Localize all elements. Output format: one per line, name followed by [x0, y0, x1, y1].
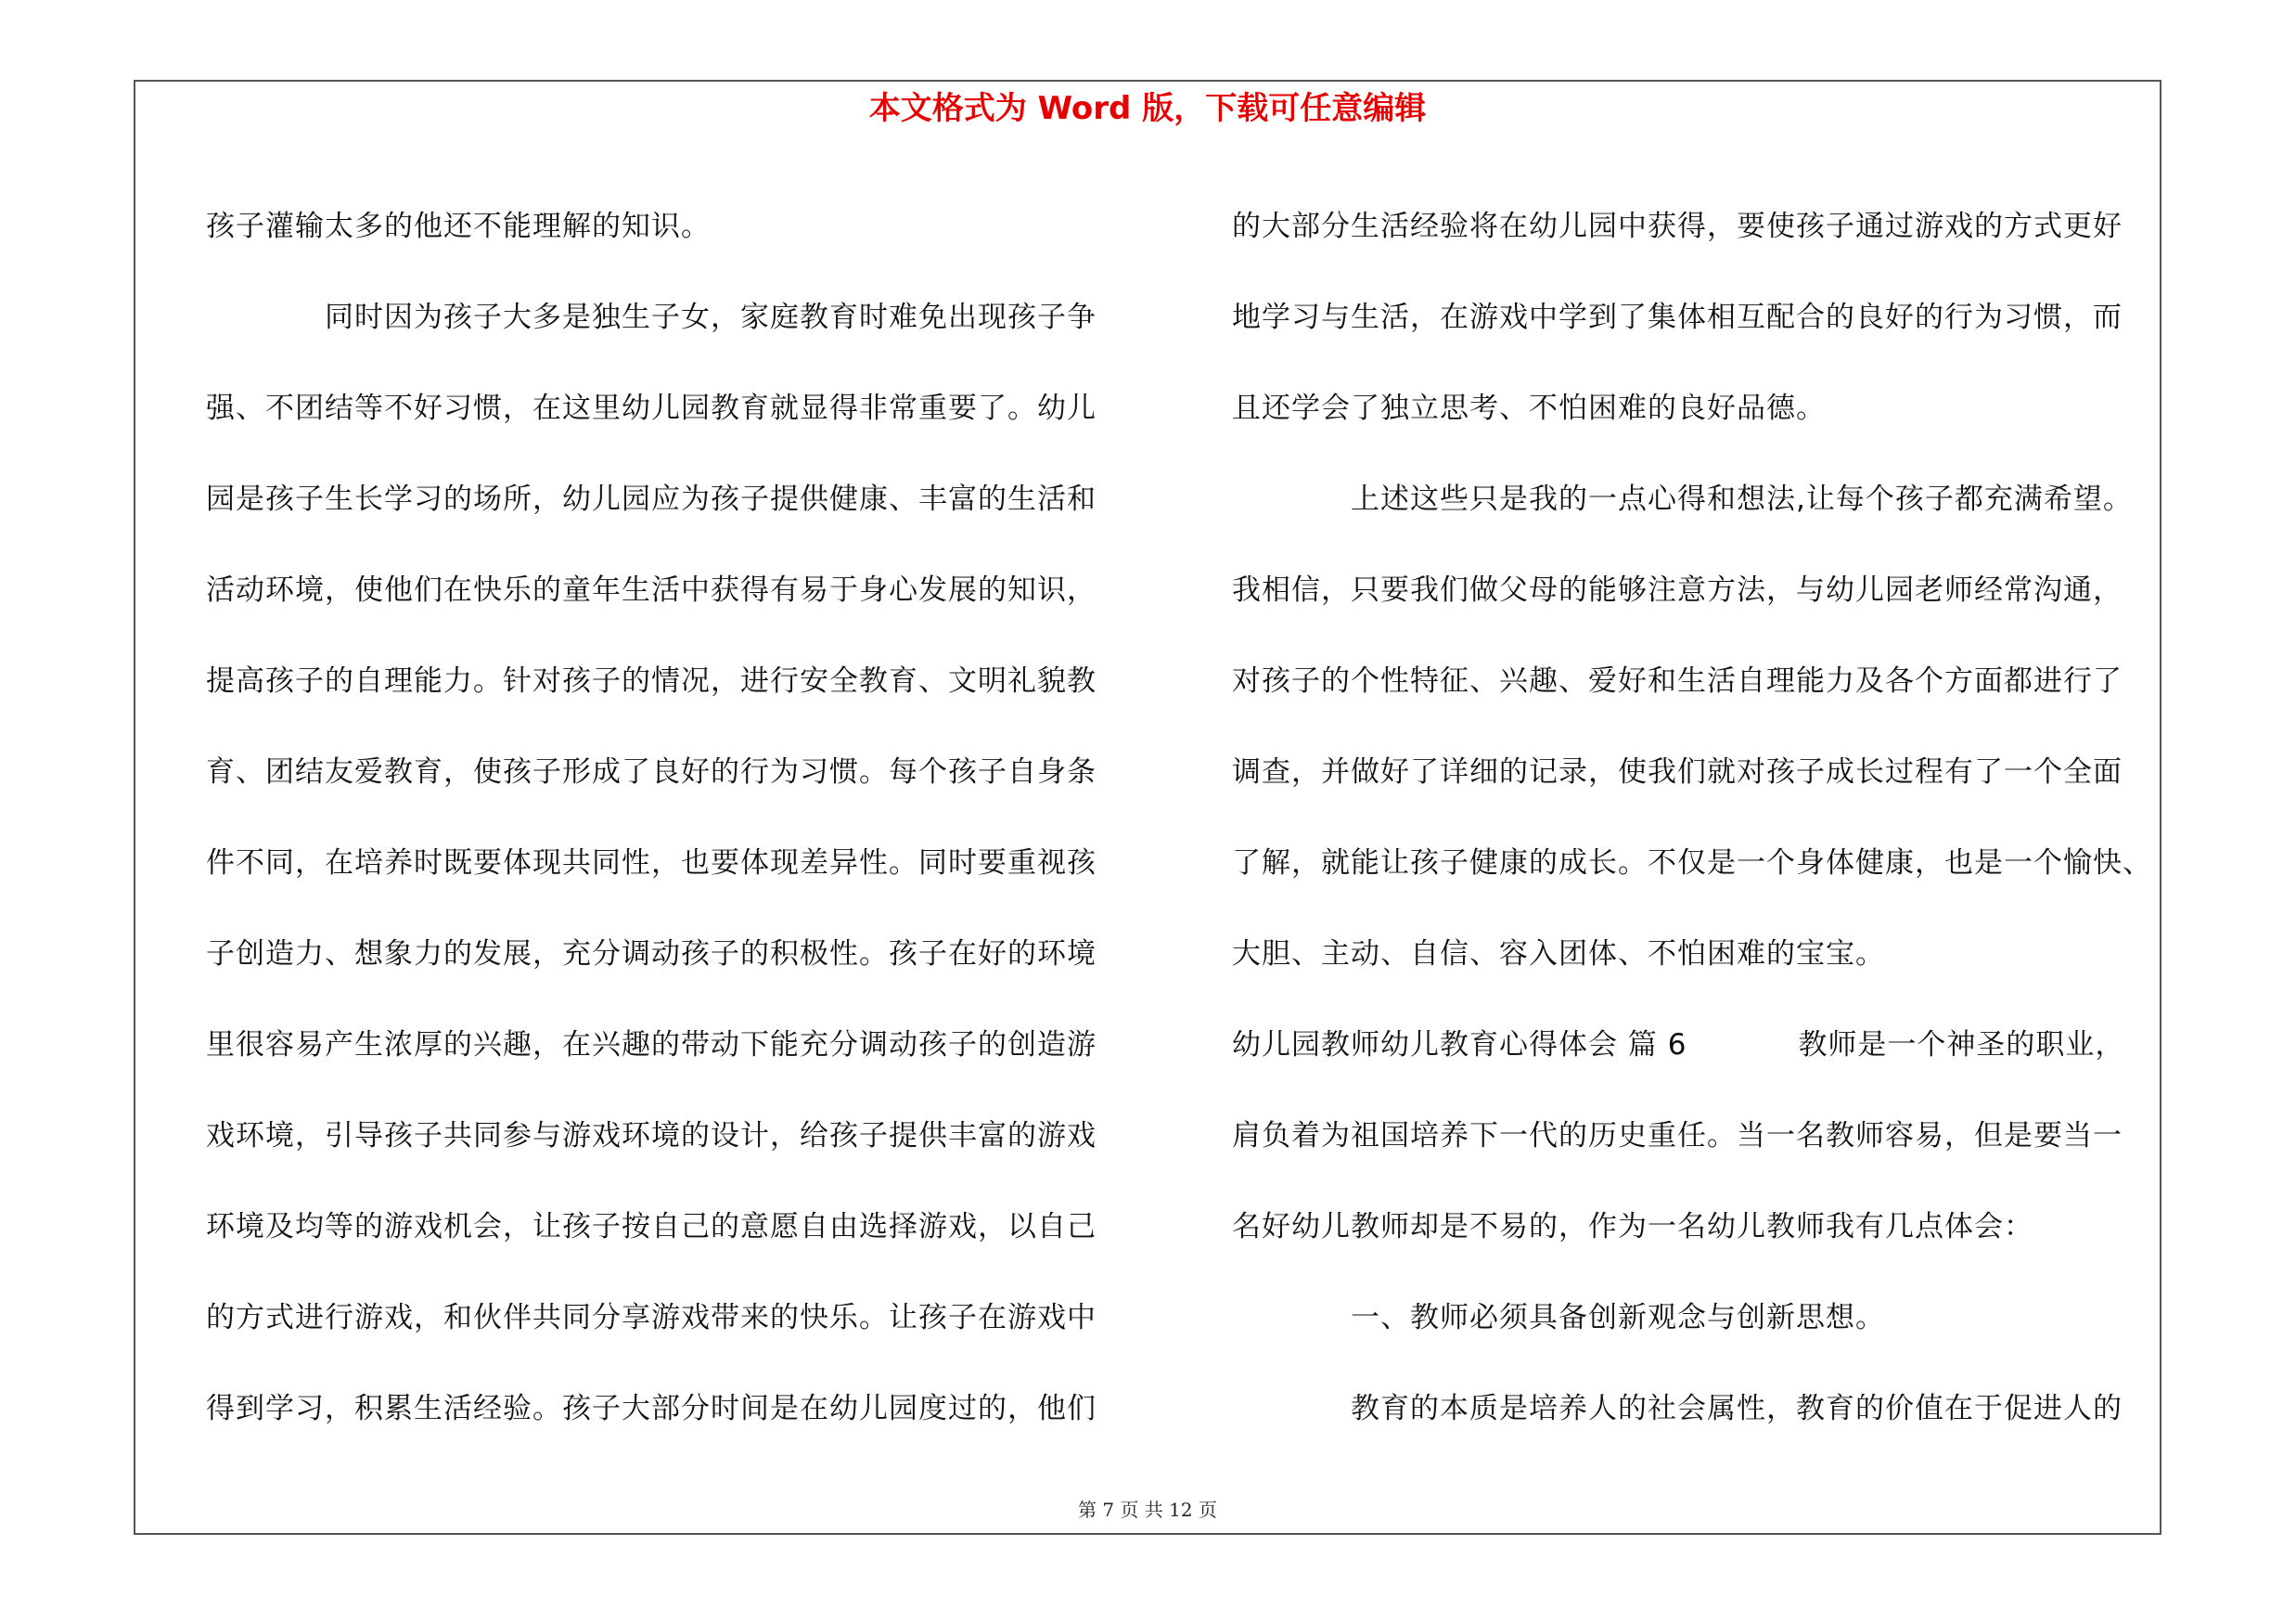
text-line: 提高孩子的自理能力。针对孩子的情况，进行安全教育、文明礼貌教 — [206, 664, 1097, 698]
text-line: 园是孩子生长学习的场所，幼儿园应为孩子提供健康、丰富的生活和 — [206, 483, 1097, 516]
text-line: 肩负着为祖国培养下一代的历史重任。当一名教师容易，但是要当一 — [1232, 1119, 2123, 1153]
text-line: 的大部分生活经验将在幼儿园中获得，要使孩子通过游戏的方式更好 — [1232, 210, 2123, 243]
text-line: 教育的本质是培养人的社会属性，教育的价值在于促进人的 — [1351, 1392, 2123, 1425]
text-line: 得到学习，积累生活经验。孩子大部分时间是在幼儿园度过的，他们 — [206, 1392, 1097, 1425]
text-line: 同时因为孩子大多是独生子女，家庭教育时难免出现孩子争 — [325, 301, 1097, 334]
format-banner: 本文格式为 Word 版，下载可任意编辑 — [868, 90, 1427, 127]
text-line: 对孩子的个性特征、兴趣、爱好和生活自理能力及各个方面都进行了 — [1232, 664, 2123, 698]
text-line: 件不同，在培养时既要体现共同性，也要体现差异性。同时要重视孩 — [206, 846, 1097, 880]
text-line: 子创造力、想象力的发展，充分调动孩子的积极性。孩子在好的环境 — [206, 937, 1097, 971]
section-title: 幼儿园教师幼儿教育心得体会 篇 6 — [1232, 1028, 1687, 1062]
text-line: 育、团结友爱教育，使孩子形成了良好的行为习惯。每个孩子自身条 — [206, 755, 1097, 789]
right-text-column — [1232, 181, 2161, 1454]
text-line: 大胆、主动、自信、容入团体、不怕困难的宝宝。 — [1232, 937, 1885, 971]
text-line: 一、教师必须具备创新观念与创新思想。 — [1351, 1301, 1885, 1334]
text-line: 环境及均等的游戏机会，让孩子按自己的意愿自由选择游戏，以自己 — [206, 1210, 1097, 1243]
text-line: 强、不团结等不好习惯，在这里幼儿园教育就显得非常重要了。幼儿 — [206, 392, 1097, 425]
text-line: 了解，就能让孩子健康的成长。不仅是一个身体健康，也是一个愉快、 — [1232, 846, 2152, 880]
text-line: 活动环境，使他们在快乐的童年生活中获得有易于身心发展的知识， — [206, 573, 1097, 607]
text-line: 且还学会了独立思考、不怕困难的良好品德。 — [1232, 392, 1826, 425]
section-opening-text: 教师是一个神圣的职业， — [1798, 1028, 2125, 1062]
text-line: 里很容易产生浓厚的兴趣，在兴趣的带动下能充分调动孩子的创造游 — [206, 1028, 1097, 1062]
section-heading-line — [1232, 999, 2161, 1090]
text-line: 调查，并做好了详细的记录，使我们就对孩子成长过程有了一个全面 — [1232, 755, 2123, 789]
text-line: 上述这些只是我的一点心得和想法,让每个孩子都充满希望。 — [1351, 483, 2133, 516]
text-line: 地学习与生活，在游戏中学到了集体相互配合的良好的行为习惯，而 — [1232, 301, 2123, 334]
text-line: 戏环境，引导孩子共同参与游戏环境的设计，给孩子提供丰富的游戏 — [206, 1119, 1097, 1153]
text-line: 的方式进行游戏，和伙伴共同分享游戏带来的快乐。让孩子在游戏中 — [206, 1301, 1097, 1334]
text-line: 名好幼儿教师却是不易的，作为一名幼儿教师我有几点体会： — [1232, 1210, 2033, 1243]
left-text-column — [206, 181, 1143, 1454]
page-number: 第 7 页 共 12 页 — [1078, 1499, 1217, 1521]
text-line: 我相信，只要我们做父母的能够注意方法，与幼儿园老师经常沟通， — [1232, 573, 2123, 607]
text-line: 孩子灌输太多的他还不能理解的知识。 — [206, 210, 711, 243]
